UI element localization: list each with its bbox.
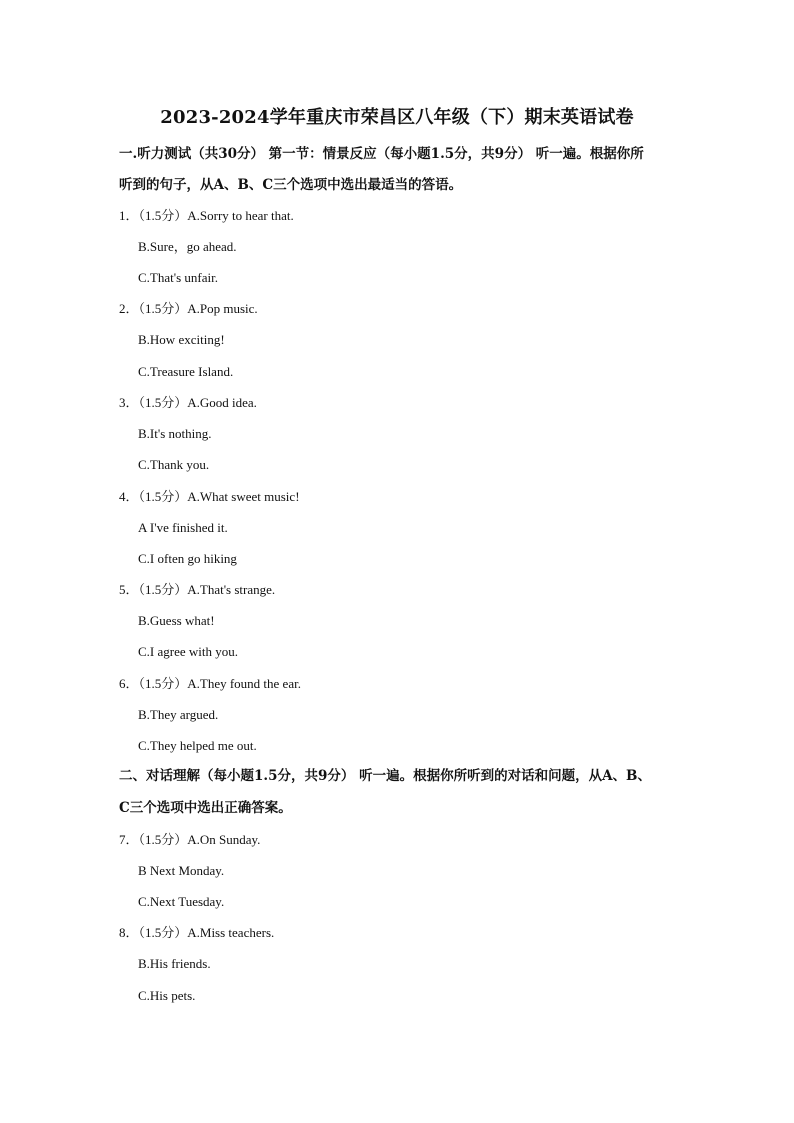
question-1-option-b: B.Sure，go ahead. bbox=[138, 239, 237, 254]
question-2-stem: 2．（1.5分）A.Pop music. bbox=[119, 301, 258, 316]
question-3-option-c: C.Thank you. bbox=[138, 457, 210, 472]
question-6-option-b: B.They argued. bbox=[138, 707, 219, 722]
question-2-option-b: B.How exciting! bbox=[138, 332, 225, 347]
question-1-stem: 1．（1.5分）A.Sorry to hear that. bbox=[119, 208, 294, 223]
question-5-option-b: B.Guess what! bbox=[138, 613, 215, 628]
question-6-option-c: C.They helped me out. bbox=[138, 738, 257, 753]
section-1-heading-line-1: 一.听力测试（共30分） 第一节：情景反应（每小题1.5分，共9分） 听一遍。根据你所 bbox=[119, 146, 644, 162]
question-2-option-c: C.Treasure Island. bbox=[138, 364, 234, 379]
question-4-stem: 4．（1.5分）A.What sweet music! bbox=[119, 489, 300, 504]
section-1-heading-line-2: 听到的句子，从A、B、C三个选项中选出最适当的答语。 bbox=[119, 177, 463, 193]
question-8-stem: 8．（1.5分）A.Miss teachers. bbox=[119, 925, 275, 940]
question-4-option-b: A I've finished it. bbox=[138, 520, 228, 535]
question-3-option-b: B.It's nothing. bbox=[138, 426, 212, 441]
question-1-option-c: C.That's unfair. bbox=[138, 270, 218, 285]
question-5-option-c: C.I agree with you. bbox=[138, 644, 239, 659]
question-7-option-b: B Next Monday. bbox=[138, 863, 225, 878]
question-7-stem: 7．（1.5分）A.On Sunday. bbox=[119, 832, 261, 847]
question-3-stem: 3．（1.5分）A.Good idea. bbox=[119, 395, 257, 410]
question-4-option-c: C.I often go hiking bbox=[138, 551, 237, 566]
question-8-option-c: C.His pets. bbox=[138, 988, 196, 1003]
question-5-stem: 5．（1.5分）A.That's strange. bbox=[119, 582, 276, 597]
section-2-heading-line-1: 二、对话理解（每小题1.5分，共9分） 听一遍。根据你所听到的对话和问题，从A、B、 bbox=[119, 768, 651, 784]
question-6-stem: 6．（1.5分）A.They found the ear. bbox=[119, 676, 301, 691]
question-7-option-c: C.Next Tuesday. bbox=[138, 894, 225, 909]
exam-title: 2023-2024学年重庆市荣昌区八年级（下）期末英语试卷 bbox=[160, 107, 634, 128]
section-2-heading-line-2: C三个选项中选出正确答案。 bbox=[119, 800, 292, 816]
question-8-option-b: B.His friends. bbox=[138, 956, 211, 971]
